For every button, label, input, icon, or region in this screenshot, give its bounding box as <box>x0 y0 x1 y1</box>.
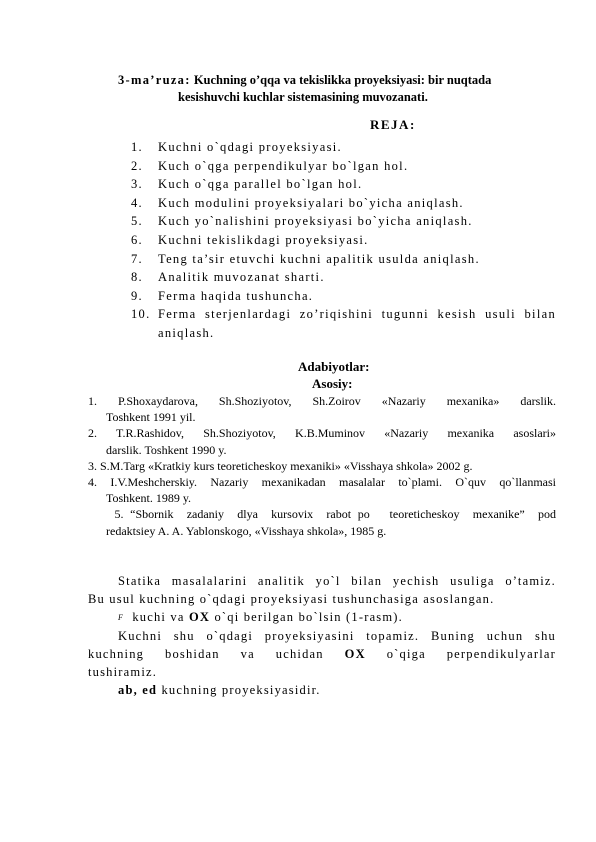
plan-item-text: Ferma sterjenlardagi zo’riqishini tugunni kesish usuli bilan aniqlash. <box>158 307 556 340</box>
reference-item <box>88 425 556 457</box>
plan-item <box>131 268 556 287</box>
plan-list <box>131 138 556 343</box>
reference-line: 3. S.M.Targ «Kratkiy kurs teoreticheskoy mexaniki» «Visshaya shkola» 2002 g. <box>88 458 473 473</box>
reference-item <box>88 458 556 474</box>
reference-line-cont: darslik. Toshkent 1990 y. <box>106 442 227 457</box>
plan-item <box>131 250 556 269</box>
plan-item-number: 3. <box>131 177 143 192</box>
plan-item-text: Kuchni tekislikdagi proyeksiyasi. <box>158 232 369 247</box>
plan-item-number: 7. <box>131 251 143 266</box>
plan-item <box>131 231 556 250</box>
plan-item <box>131 287 556 306</box>
paragraph-1-line-2: Bu usul kuchning o`qdagi proyeksiyasi tushunchasiga asoslangan. <box>88 592 495 606</box>
paragraph-3-line-1: Kuchni shu o`qdagi proyeksiyasini topamiz. Buning uchun shu <box>118 629 556 644</box>
plan-item-number: 1. <box>131 140 143 154</box>
title-text-1: Kuchning o’qqa va tekislikka proyeksiyasi: bir nuqtada <box>193 73 492 87</box>
plan-item-text: Ferma haqida tushuncha. <box>158 288 314 303</box>
paragraph-3-text-a: kuchning boshidan va uchidan <box>88 647 324 662</box>
reference-line: 4. I.V.Meshcherskiy. Nazariy mexanikadan masalalar to`plami. O`quv qo`llanmasi <box>88 475 556 490</box>
projection-label: ab, ed <box>118 683 158 698</box>
plan-item-number: 10. <box>131 307 151 322</box>
plan-item-text: Kuch o`qga parallel bo`lgan hol. <box>158 177 363 192</box>
plan-item <box>131 305 556 342</box>
plan-item-text: Analitik muvozanat sharti. <box>158 270 325 285</box>
title-line-1 <box>100 72 560 89</box>
plan-item <box>131 175 556 194</box>
plan-item <box>131 138 556 157</box>
plan-item-number: 9. <box>131 288 143 303</box>
paragraph-4 <box>88 681 556 699</box>
reference-item <box>88 506 556 538</box>
paragraph-3-line-2 <box>88 645 556 663</box>
paragraph-2 <box>88 608 556 627</box>
plan-item <box>131 157 556 176</box>
plan-item-number: 5. <box>131 214 143 229</box>
reference-line-cont: Toshkent. 1989 y. <box>106 491 192 506</box>
body-text <box>88 572 556 699</box>
plan-item-number: 4. <box>131 195 143 210</box>
plan-heading: REJA: <box>370 117 416 132</box>
lecture-number: 3-ma’ruza: <box>118 73 191 87</box>
reference-item <box>88 474 556 506</box>
references-subheading: Asosiy: <box>312 376 353 391</box>
plan-item <box>131 194 556 213</box>
paragraph-2-text-a: kuchi va <box>132 610 185 624</box>
axis-label: OX <box>188 610 211 624</box>
reference-line: 5. “Sbornik zadaniy dlya kursovix rabot po teoreticheskoy mexanike” pod <box>88 507 556 522</box>
force-vector-symbol: F <box>118 613 123 623</box>
reference-line: 2. T.R.Rashidov, Sh.Shoziyotov, K.B.Muminov «Nazariy mexanika asoslari» <box>88 426 556 441</box>
title-line-2: kesishuvchi kuchlar sistemasining muvozanati. <box>178 90 428 104</box>
paragraph-1-line-1: Statika masalalarini analitik yo`l bilan yechish usuliga o’tamiz. <box>118 574 556 588</box>
paragraph-2-text-b: o`qi berilgan bo`lsin (1-rasm). <box>214 610 403 624</box>
paragraph-3-line-3: tushiramiz. <box>88 665 158 680</box>
axis-label: OX <box>344 647 366 662</box>
plan-item-text: Teng ta’sir etuvchi kuchni apalitik usulda aniqlash. <box>158 251 480 266</box>
plan-item-text: Kuchni o`qdagi proyeksiyasi. <box>158 140 342 154</box>
lecture-title <box>100 72 560 106</box>
paragraph-3-text-b: o`qiga perpendikulyarlar <box>386 647 556 662</box>
reference-line-cont: Toshkent 1991 yil. <box>106 410 196 425</box>
paragraph-4-text: kuchning proyeksiyasidir. <box>161 683 321 698</box>
reference-line-cont: redaktsiey A. A. Yablonskogo, «Visshaya shkola», 1985 g. <box>106 523 387 538</box>
plan-item-number: 6. <box>131 232 143 247</box>
references-list <box>88 393 556 539</box>
plan-item <box>131 212 556 231</box>
plan-item-text: Kuch o`qga perpendikulyar bo`lgan hol. <box>158 158 409 173</box>
references-heading: Adabiyotlar: <box>298 359 370 374</box>
plan-item-number: 2. <box>131 158 143 173</box>
plan-item-number: 8. <box>131 270 143 285</box>
plan-item-text: Kuch modulini proyeksiyalari bo`yicha aniqlash. <box>158 195 464 210</box>
reference-line: 1. P.Shoxaydarova, Sh.Shoziyotov, Sh.Zoirov «Nazariy mexanika» darslik. <box>88 394 556 408</box>
reference-item <box>88 393 556 425</box>
plan-item-text: Kuch yo`nalishini proyeksiyasi bo`yicha aniqlash. <box>158 214 473 229</box>
